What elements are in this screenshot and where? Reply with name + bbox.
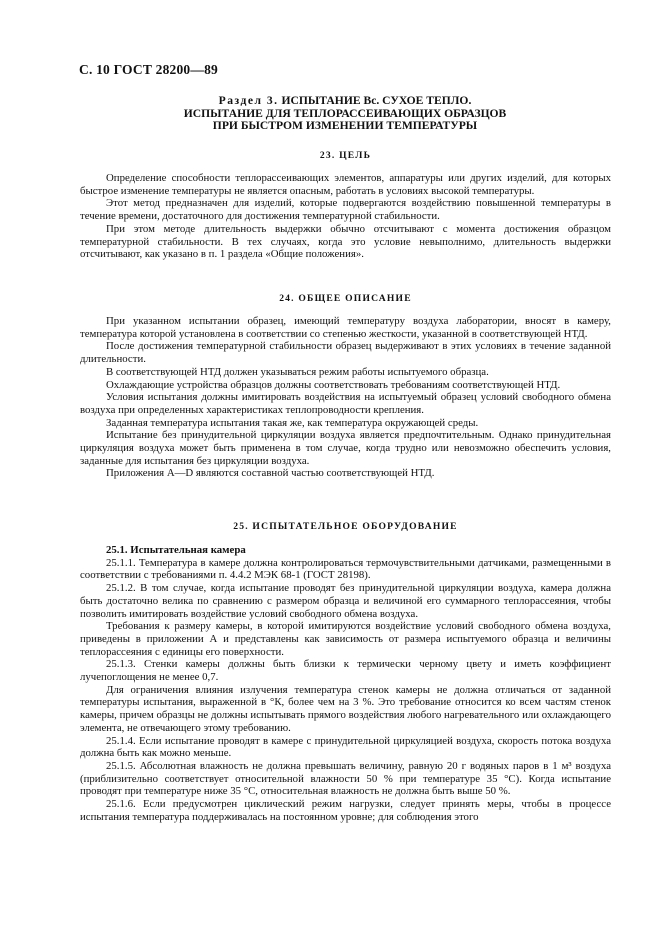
paragraph: Этот метод предназначен для изделий, которые подвергаются воздействию повышенной температуры в течение времени, достаточного для достижения температурной стабильности. [80,197,611,223]
paragraph: При указанном испытании образец, имеющий температуру воздуха лаборатории, вносят в камеру, температура которой установлена в соответствии со степенью жесткости, указанной в соответствующей НТД. [80,315,611,340]
section-23-body [80,172,611,261]
paragraph: 25.1.6. Если предусмотрен циклический режим нагрузки, следует принять меры, чтобы в процессе испытания температура поддерживалась на постоянном уровне; для соблюдения этого [80,798,611,823]
paragraph: 25.1.1. Температура в камере должна контролироваться термочувствительными датчиками, размещенными в соответствии с требованиями п. 4.4.2 МЭК 68-1 (ГОСТ 28198). [80,556,611,582]
paragraph: 25.1.4. Если испытание проводят в камере с принудительной циркуляцией воздуха, скорость потока воздуха должна быть как можно меньше. [80,734,611,760]
paragraph: 25.1.5. Абсолютная влажность не должна превышать величину, равную 20 г водяных паров в 1 м³ воздуха (приблизительно соответствует относительной влажности 50 % при температуре 35 °С). Когда испытание проводят при температуре ниже 35 °С, относительная влажность не должна быть выше 50 %. [80,759,611,798]
section-title-line-1 [90,95,600,108]
section-title-text-1: ИСПЫТАНИЕ Вс. СУХОЕ ТЕПЛО. [281,94,472,107]
section-prefix: Раздел 3. [218,94,279,107]
paragraph: Заданная температура испытания такая же, как температура окружающей среды. [106,416,479,429]
section-title [90,95,600,133]
running-head: С. 10 ГОСТ 28200—89 [79,62,218,77]
paragraph: Охлаждающие устройства образцов должны соответствовать требованиям соответствующей НТД. [106,378,561,391]
paragraph: 25.1.2. В том случае, когда испытание проводят без принудительной циркуляции воздуха, камера должна быть достаточно велика по сравнению с размером образца и величиной его суммарного теплорассеяния, чтобы позволить имитировать воздействие условий свободного обмена воздуха. [80,582,611,620]
section-title-line-2: ИСПЫТАНИЕ ДЛЯ ТЕПЛОРАССЕИВАЮЩИХ ОБРАЗЦОВ [183,106,507,120]
section-24-body [80,315,611,480]
paragraph: Приложения A—D являются составной частью соответствующей НТД. [106,467,435,480]
paragraph: Испытание без принудительной циркуляции воздуха является предпочтительным. Однако принудительная циркуляция воздуха может быть применена в том случае, когда трудно или невозможно обеспечить условия, заданные для испытания без циркуляции воздуха. [80,429,611,467]
section-25-body [80,544,611,823]
paragraph: При этом методе длительность выдержки обычно отсчитывают с момента достижения образцом температурной стабильности. В тех случаях, когда это условие невыполнимо, длительность выдержки отсчитывают, как указано в п. 1 раздела «Общие положения». [80,222,611,261]
heading-25: 25. ИСПЫТАТЕЛЬНОЕ ОБОРУДОВАНИЕ [233,521,458,532]
heading-23: 23. ЦЕЛЬ [319,150,372,161]
paragraph: Определение способности теплорассеивающих элементов, аппаратуры или других изделий, для которых быстрое изменение температуры не является опасным, работать в условиях высокой температуры. [80,172,611,197]
paragraph: Условия испытания должны имитировать воздействия на испытуемый образец условий свободного обмена воздуха при определенных характеристиках теплопроводности крепления. [80,391,611,416]
paragraph: 25.1.3. Стенки камеры должны быть близки к термически черному цвету и иметь коэффициент лучепоглощения не менее 0,7. [80,658,611,684]
paragraph: Для ограничения влияния излучения температура стенок камеры не должна отличаться от заданной температуры испытания, выраженной в °К, более чем на 3 %. Это требование относится ко всем частям стенок камеры, причем образцы не должны испытывать прямого воздействия любого нагревательного или охлаждающего элемента, не отвечающего этому требованию. [80,683,611,734]
heading-24: 24. ОБЩЕЕ ОПИСАНИЕ [279,293,412,304]
paragraph: В соответствующей НТД должен указываться режим работы испытуемого образца. [106,365,489,378]
subheading-25-1: 25.1. Испытательная камера [106,544,246,556]
section-title-line-3: ПРИ БЫСТРОМ ИЗМЕНЕНИИ ТЕМПЕРАТУРЫ [212,119,478,133]
paragraph: Требования к размеру камеры, в которой имитируются воздействие условий свободного обмена воздуха, приведены в приложении А и представлены как зависимость от размера испытуемого образца и величины теплорассеяния с единицы его поверхности. [80,620,611,658]
paragraph: После достижения температурной стабильности образец выдерживают в этих условиях в течение заданной длительности. [80,340,611,366]
